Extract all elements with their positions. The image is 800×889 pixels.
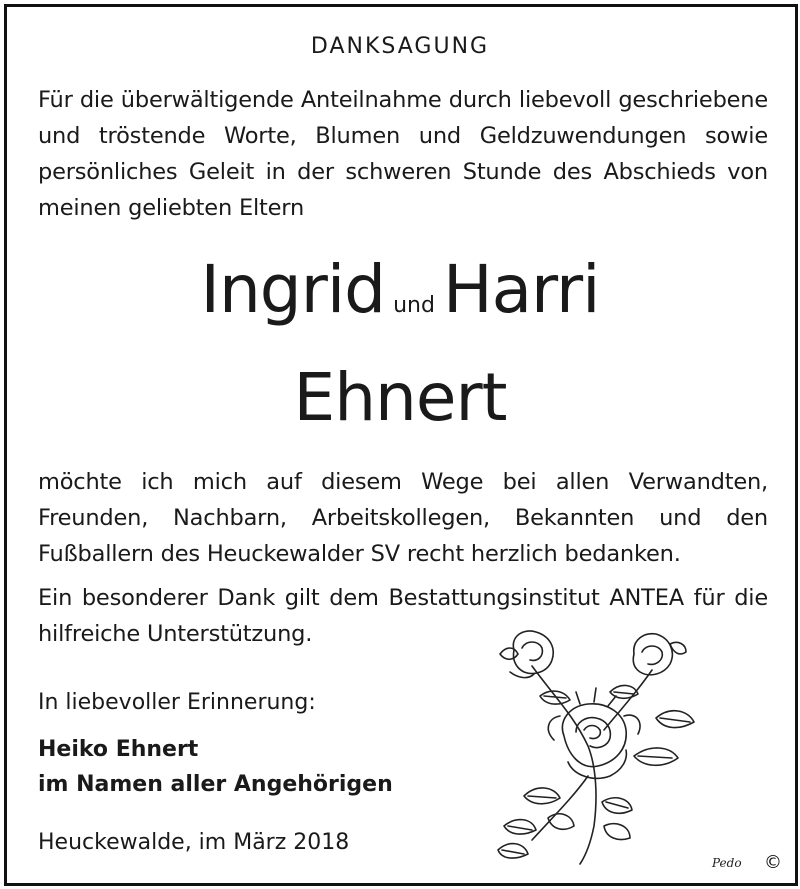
heading: DANKSAGUNG	[310, 34, 490, 59]
signer-note: im Namen aller Angehörigen	[38, 772, 393, 797]
special-thanks: Ein besonderer Dank gilt dem Bestattungsinstitut ANTEA für die hilfreiche Unterstützung.	[38, 585, 768, 647]
place-date: Heuckewalde, im März 2018	[38, 830, 350, 855]
connector: und	[393, 293, 435, 318]
first-name-2: Harri	[442, 251, 600, 328]
thanks-text: möchte ich mich auf diesem Wege bei allen Verwandten, Freunden, Nachbarn, Arbeitskollegen, Bekannten und den Fußballern des Heuckewalder SV recht herzlich bedanken.	[38, 469, 768, 567]
first-name-1: Ingrid	[200, 251, 386, 328]
memory-label: In liebevoller Erinnerung:	[38, 690, 316, 715]
rose-icon	[484, 626, 712, 866]
deceased-surname: Ehnert	[293, 359, 507, 436]
copyright-icon: ©	[764, 852, 782, 873]
deceased-first-names	[0, 250, 800, 346]
signer-name: Heiko Ehnert	[38, 737, 199, 762]
intro-text: Für die überwältigende Anteilnahme durch liebevoll geschriebene und tröstende Worte, Blumen und Geldzuwendungen sowie persönliches Geleit in der schweren Stunde des Abschieds von meinen geliebten Eltern	[38, 87, 768, 221]
artist-credit: Pedo	[712, 856, 742, 870]
